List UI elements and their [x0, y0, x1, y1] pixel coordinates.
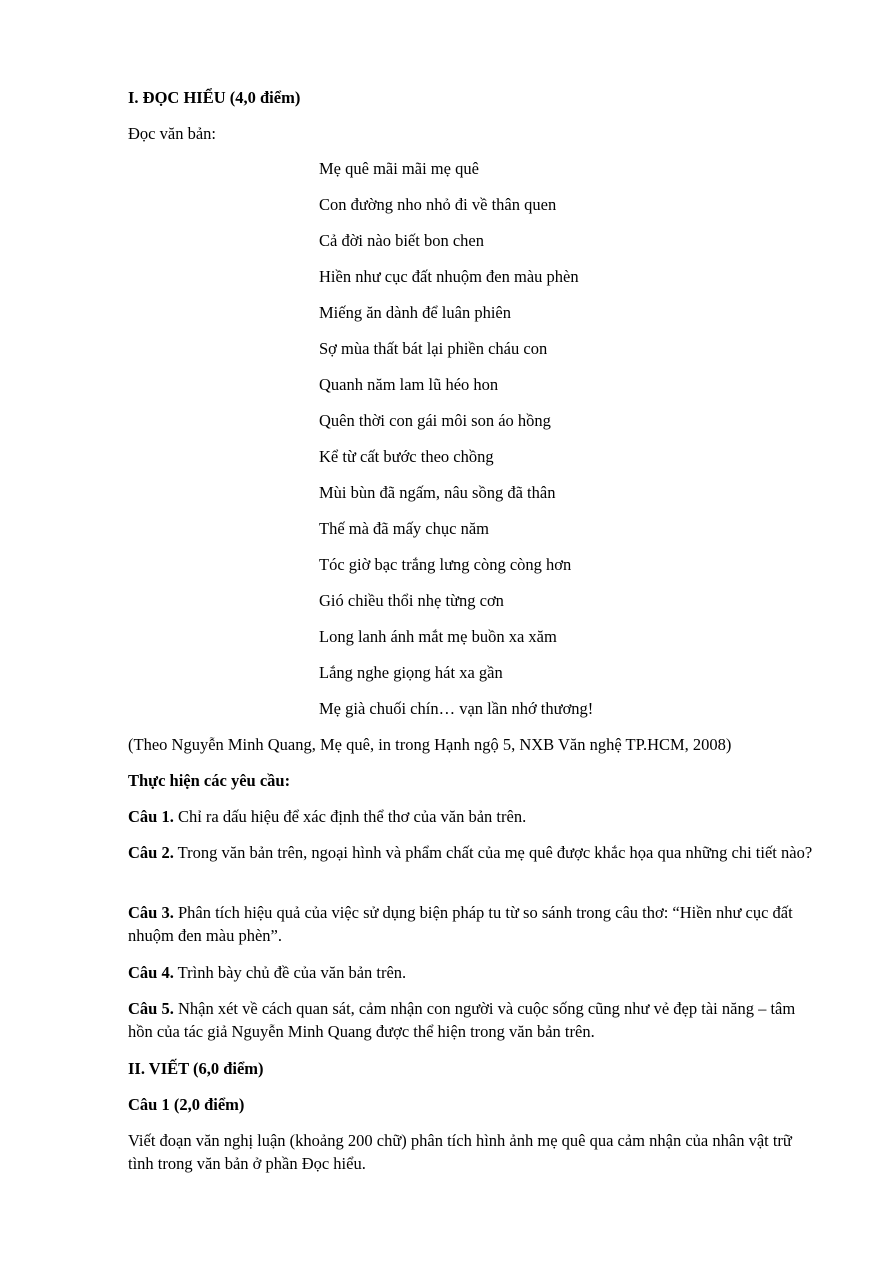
poem-line: Sợ mùa thất bát lại phiền cháu con [319, 339, 548, 358]
question-label: Câu 1. [128, 807, 174, 826]
writing-question-1-heading: Câu 1 (2,0 điểm) [128, 1095, 245, 1114]
poem-line: Mẹ quê mãi mãi mẹ quê [319, 159, 479, 178]
reading-intro: Đọc văn bản: [128, 124, 216, 143]
poem-line: Con đường nho nhỏ đi về thân quen [319, 195, 557, 214]
question-3 [128, 901, 818, 947]
poem-line: Quanh năm lam lũ héo hon [319, 375, 499, 394]
poem-line: Mẹ già chuối chín… vạn lần nhớ thương! [319, 699, 594, 718]
question-text: Nhận xét về cách quan sát, cảm nhận con người và cuộc sống cũng như vẻ đẹp tài năng – tâm hồn của tác giả Nguyễn Minh Quang được thể hiện trong văn bản trên. [128, 999, 796, 1041]
poem-line: Gió chiều thổi nhẹ từng cơn [319, 591, 504, 610]
poem [319, 155, 719, 731]
poem-line: Lắng nghe giọng hát xa gần [319, 663, 503, 682]
question-label: Câu 5. [128, 999, 174, 1018]
question-text: Phân tích hiệu quả của việc sử dụng biện pháp tu từ so sánh trong câu thơ: “Hiền như cục đất nhuộm đen màu phèn”. [128, 903, 793, 945]
question-5 [128, 997, 818, 1043]
poem-line: Quên thời con gái môi son áo hồng [319, 411, 551, 430]
question-2 [128, 841, 818, 864]
poem-line: Thế mà đã mấy chục năm [319, 519, 489, 538]
poem-line: Kể từ cất bước theo chồng [319, 447, 494, 466]
poem-line: Tóc giờ bạc trắng lưng còng còng hơn [319, 555, 572, 574]
question-text: Chỉ ra dấu hiệu để xác định thể thơ của văn bản trên. [173, 807, 527, 826]
question-label: Câu 4. [128, 963, 174, 982]
poem-line: Mùi bùn đã ngấm, nâu sồng đã thân [319, 483, 556, 502]
section-heading-writing: II. VIẾT (6,0 điểm) [128, 1059, 264, 1078]
question-1 [128, 805, 818, 828]
poem-line: Cả đời nào biết bon chen [319, 231, 484, 250]
poem-line: Hiền như cục đất nhuộm đen màu phèn [319, 267, 579, 286]
poem-line: Long lanh ánh mắt mẹ buồn xa xăm [319, 627, 557, 646]
question-label: Câu 2. [128, 843, 174, 862]
writing-question-1-text: Viết đoạn văn nghị luận (khoảng 200 chữ) phân tích hình ảnh mẹ quê qua cảm nhận của nhân vật trữ tình trong văn bản ở phần Đọc hiểu. [128, 1131, 792, 1173]
question-label: Câu 3. [128, 903, 174, 922]
question-text: Trình bày chủ đề của văn bản trên. [173, 963, 407, 982]
question-4 [128, 961, 818, 984]
requirements-heading: Thực hiện các yêu cầu: [128, 771, 291, 790]
section-heading-reading: I. ĐỌC HIỂU (4,0 điểm) [128, 88, 301, 107]
poem-line: Miếng ăn dành để luân phiên [319, 303, 511, 322]
question-text: Trong văn bản trên, ngoại hình và phẩm chất của mẹ quê được khắc họa qua những chi tiết nào? [173, 843, 813, 862]
poem-source: (Theo Nguyễn Minh Quang, Mẹ quê, in trong Hạnh ngộ 5, NXB Văn nghệ TP.HCM, 2008) [128, 735, 732, 754]
